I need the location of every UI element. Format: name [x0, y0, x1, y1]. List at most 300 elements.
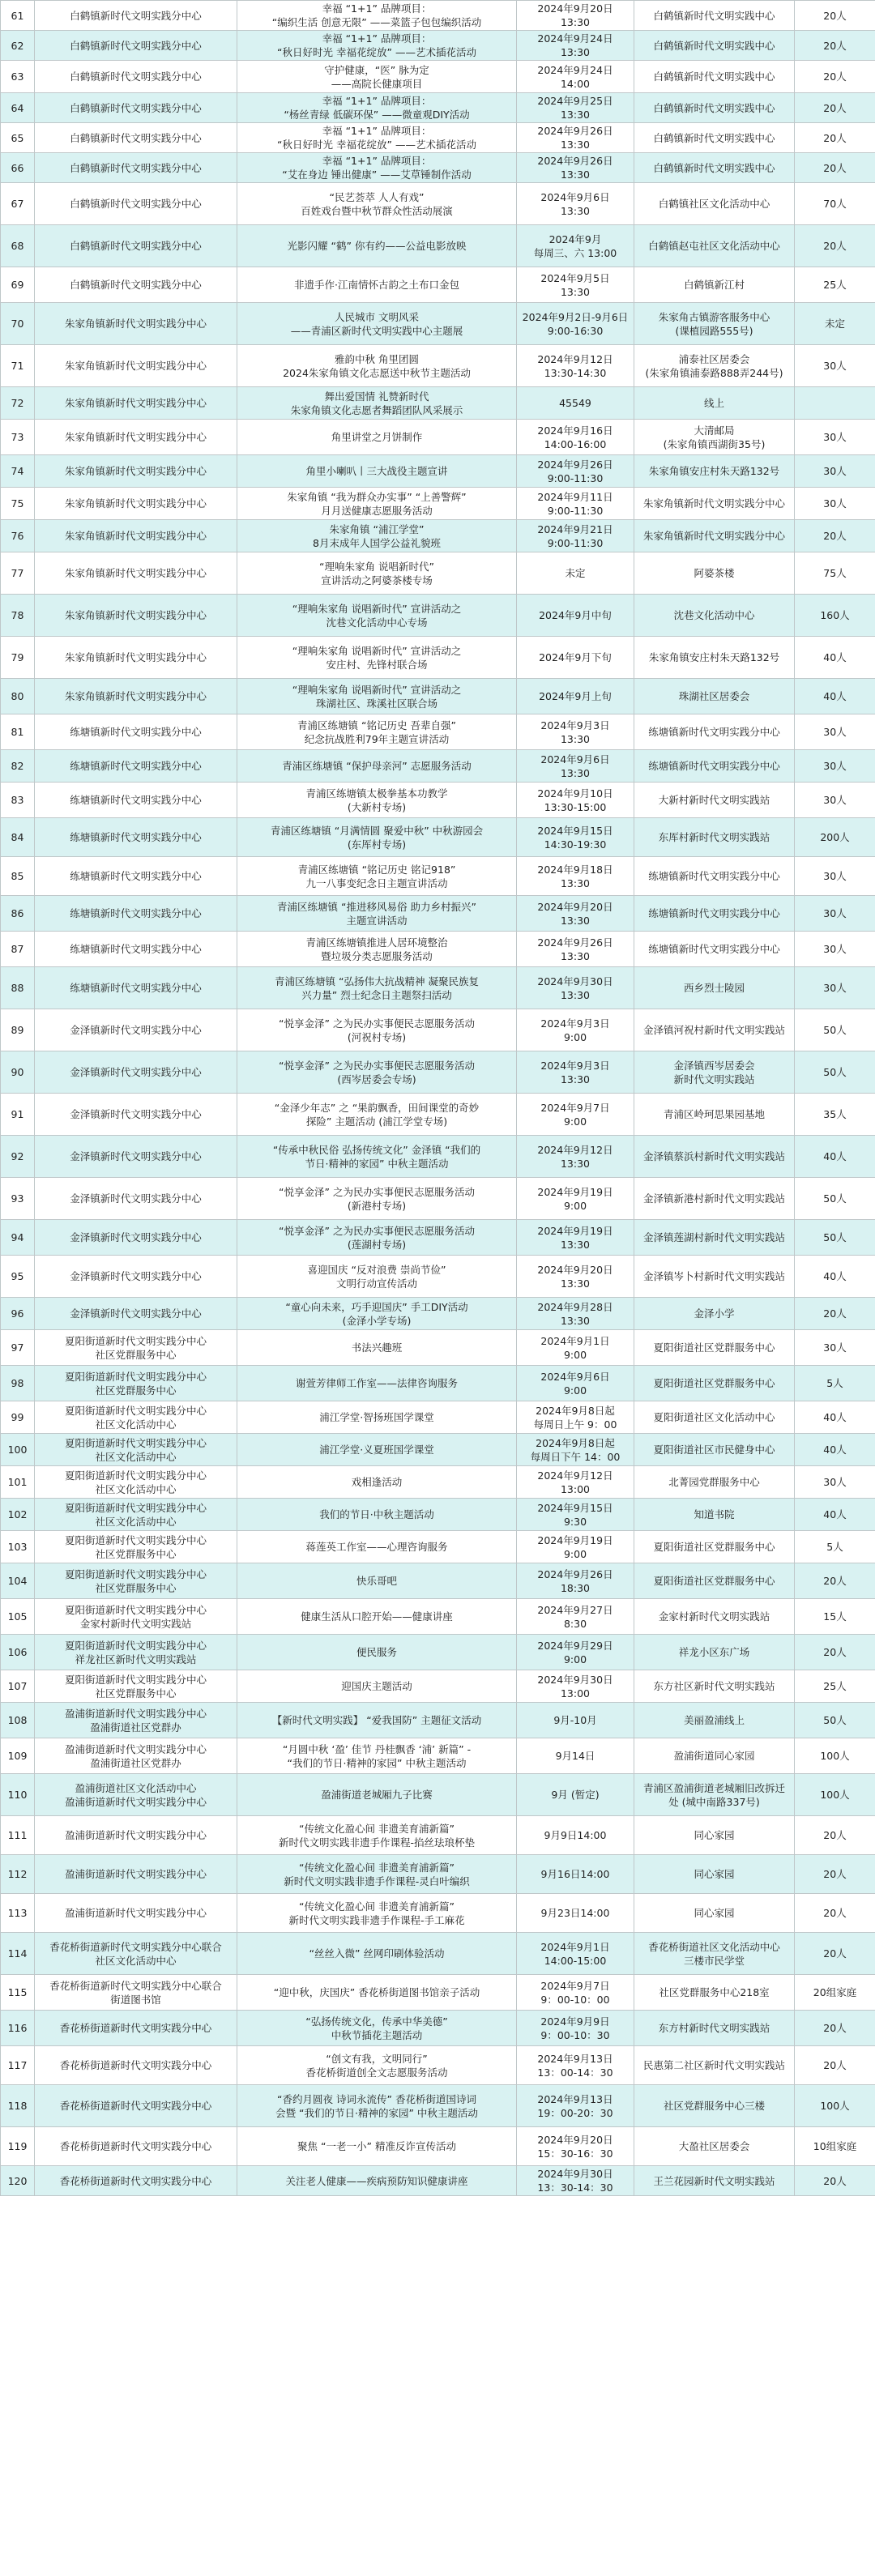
row-number: 73 — [1, 420, 35, 455]
table-row — [1, 1738, 875, 1774]
participant-count: 40人 — [795, 1136, 875, 1178]
row-number: 103 — [1, 1531, 35, 1563]
table-row — [1, 1051, 875, 1094]
participant-count: 30人 — [795, 714, 875, 750]
activity-name: “理响朱家角 说唱新时代” 宣讲活动之 安庄村、先锋村联合场 — [237, 637, 517, 679]
table-row — [1, 2011, 875, 2046]
participant-count: 30人 — [795, 857, 875, 896]
activity-place: 东方村新时代文明实践站 — [634, 2011, 795, 2046]
participant-count: 40人 — [795, 1434, 875, 1466]
activity-name: 朱家角镇 “浦江学堂” 8月末成年人国学公益礼貌班 — [237, 520, 517, 552]
row-number: 76 — [1, 520, 35, 552]
activity-name: 健康生活从口腔开始——健康讲座 — [237, 1599, 517, 1635]
participant-count: 75人 — [795, 552, 875, 595]
activity-name: 青浦区练塘镇 “铭记历史 吾辈自强” 纪念抗战胜利79年主题宣讲活动 — [237, 714, 517, 750]
activity-place: 白鹤镇赵屯社区文化活动中心 — [634, 225, 795, 267]
organizer: 朱家角镇新时代文明实践分中心 — [35, 303, 237, 345]
activity-name: 盈浦街道老城厢九子比赛 — [237, 1774, 517, 1816]
participant-count: 50人 — [795, 1220, 875, 1256]
activity-time: 2024年9月中旬 — [517, 595, 634, 637]
activity-name: 蒋莲英工作室——心理咨询服务 — [237, 1531, 517, 1563]
table-row — [1, 420, 875, 455]
table-row — [1, 932, 875, 967]
activity-place: 金泽镇莲湖村新时代文明实践站 — [634, 1220, 795, 1256]
participant-count: 40人 — [795, 637, 875, 679]
activity-name: 书法兴趣班 — [237, 1330, 517, 1366]
organizer: 练塘镇新时代文明实践分中心 — [35, 714, 237, 750]
activity-time: 2024年9月20日 13:30 — [517, 896, 634, 932]
table-row — [1, 1563, 875, 1599]
row-number: 117 — [1, 2046, 35, 2085]
table-row — [1, 345, 875, 387]
row-number: 113 — [1, 1894, 35, 1933]
table-row — [1, 2046, 875, 2085]
organizer: 朱家角镇新时代文明实践分中心 — [35, 595, 237, 637]
participant-count: 40人 — [795, 1401, 875, 1434]
table-row — [1, 1178, 875, 1220]
participant-count: 30人 — [795, 1330, 875, 1366]
table-row — [1, 1009, 875, 1051]
table-row — [1, 552, 875, 595]
activity-name: 青浦区练塘镇 “铭记历史 铭记918” 九一八事变纪念日主题宣讲活动 — [237, 857, 517, 896]
activity-place: 同心家园 — [634, 1894, 795, 1933]
activity-place: 阿婆茶楼 — [634, 552, 795, 595]
activity-time: 2024年9月16日 14:00-16:00 — [517, 420, 634, 455]
activity-time: 2024年9月18日 13:30 — [517, 857, 634, 896]
organizer: 白鹤镇新时代文明实践分中心 — [35, 31, 237, 61]
activity-place: 白鹤镇新时代文明实践中心 — [634, 123, 795, 153]
activity-place: 社区党群服务中心218室 — [634, 1975, 795, 2011]
activity-place: 练塘镇新时代文明实践分中心 — [634, 714, 795, 750]
table-row — [1, 1256, 875, 1298]
activity-name: 幸福 “1+1” 品牌项目： “秋日好时光 幸福花绽放” ——艺术插花活动 — [237, 123, 517, 153]
row-number: 75 — [1, 488, 35, 520]
table-row — [1, 783, 875, 818]
participant-count: 200人 — [795, 818, 875, 857]
activity-place: 金泽镇河祝村新时代文明实践站 — [634, 1009, 795, 1051]
table-row — [1, 303, 875, 345]
participant-count: 30人 — [795, 1466, 875, 1499]
activity-time: 2024年9月24日 13:30 — [517, 31, 634, 61]
table-row — [1, 267, 875, 303]
activity-name: 光影闪耀 “鹤” 你有约——公益电影放映 — [237, 225, 517, 267]
activity-place: 白鹤镇新时代文明实践中心 — [634, 153, 795, 183]
table-row — [1, 1933, 875, 1975]
participant-count: 30人 — [795, 932, 875, 967]
activity-time: 2024年9月26日 9:00-11:30 — [517, 455, 634, 488]
activity-place: 朱家角古镇游客服务中心 (课植园路555号) — [634, 303, 795, 345]
participant-count: 20人 — [795, 31, 875, 61]
activity-time: 2024年9月26日 13:30 — [517, 123, 634, 153]
participant-count: 20人 — [795, 1563, 875, 1599]
organizer: 金泽镇新时代文明实践分中心 — [35, 1178, 237, 1220]
table-row — [1, 2166, 875, 2196]
row-number: 94 — [1, 1220, 35, 1256]
activity-time: 2024年9月7日 9：00-10：00 — [517, 1975, 634, 2011]
row-number: 85 — [1, 857, 35, 896]
activity-time: 2024年9月12日 13:30-14:30 — [517, 345, 634, 387]
activity-table-body — [1, 1, 875, 2196]
activity-time: 2024年9月21日 9:00-11:30 — [517, 520, 634, 552]
activity-place: 同心家园 — [634, 1816, 795, 1855]
organizer: 练塘镇新时代文明实践分中心 — [35, 857, 237, 896]
activity-place: 练塘镇新时代文明实践分中心 — [634, 932, 795, 967]
activity-name: 青浦区练塘镇太极拳基本功教学 (大新村专场) — [237, 783, 517, 818]
activity-time: 未定 — [517, 552, 634, 595]
activity-name: “悦享金泽” 之为民办实事便民志愿服务活动 (西岑居委会专场) — [237, 1051, 517, 1094]
activity-name: 青浦区练塘镇推进人居环境整治 暨垃圾分类志愿服务活动 — [237, 932, 517, 967]
row-number: 72 — [1, 387, 35, 420]
activity-place: 金家村新时代文明实践站 — [634, 1599, 795, 1635]
activity-time: 2024年9月12日 13:00 — [517, 1466, 634, 1499]
organizer: 练塘镇新时代文明实践分中心 — [35, 783, 237, 818]
activity-name: “童心向未来，巧手迎国庆” 手工DIY活动 (金泽小学专场) — [237, 1298, 517, 1330]
table-row — [1, 123, 875, 153]
activity-name: “悦享金泽” 之为民办实事便民志愿服务活动 (莲湖村专场) — [237, 1220, 517, 1256]
activity-place: 夏阳街道社区党群服务中心 — [634, 1366, 795, 1401]
activity-place: 青浦区岭珂思果园基地 — [634, 1094, 795, 1136]
row-number: 92 — [1, 1136, 35, 1178]
participant-count: 10组家庭 — [795, 2127, 875, 2166]
organizer: 金泽镇新时代文明实践分中心 — [35, 1220, 237, 1256]
activity-name: 幸福 “1+1” 品牌项目： “秋日好时光 幸福花绽放” ——艺术插花活动 — [237, 31, 517, 61]
row-number: 98 — [1, 1366, 35, 1401]
table-row — [1, 1366, 875, 1401]
row-number: 96 — [1, 1298, 35, 1330]
activity-name: 人民城市 文明风采 ——青浦区新时代文明实践中心主题展 — [237, 303, 517, 345]
row-number: 118 — [1, 2085, 35, 2127]
activity-name: 幸福 “1+1” 品牌项目： “编织生活 创意无限” ——菜篮子包包编织活动 — [237, 1, 517, 31]
table-row — [1, 857, 875, 896]
activity-time: 2024年9月7日 9:00 — [517, 1094, 634, 1136]
activity-place: 香花桥街道社区文化活动中心 三楼市民学堂 — [634, 1933, 795, 1975]
table-row — [1, 1599, 875, 1635]
activity-place: 练塘镇新时代文明实践分中心 — [634, 896, 795, 932]
organizer: 朱家角镇新时代文明实践分中心 — [35, 679, 237, 714]
table-row — [1, 818, 875, 857]
table-row — [1, 679, 875, 714]
activity-name: “悦享金泽” 之为民办实事便民志愿服务活动 (新港村专场) — [237, 1178, 517, 1220]
activity-time: 2024年9月29日 9:00 — [517, 1635, 634, 1670]
organizer: 朱家角镇新时代文明实践分中心 — [35, 552, 237, 595]
row-number: 93 — [1, 1178, 35, 1220]
activity-place: 盈浦街道同心家园 — [634, 1738, 795, 1774]
activity-name: “民艺荟萃 人人有戏” 百姓戏台暨中秋节群众性活动展演 — [237, 183, 517, 225]
row-number: 71 — [1, 345, 35, 387]
row-number: 111 — [1, 1816, 35, 1855]
participant-count: 25人 — [795, 1670, 875, 1703]
activity-place: 白鹤镇新时代文明实践中心 — [634, 93, 795, 123]
table-row — [1, 225, 875, 267]
activity-name: “悦享金泽” 之为民办实事便民志愿服务活动 (河祝村专场) — [237, 1009, 517, 1051]
activity-time: 2024年9月19日 13:30 — [517, 1220, 634, 1256]
activity-place: 白鹤镇新时代文明实践中心 — [634, 31, 795, 61]
activity-name: 浦江学堂·义夏班国学课堂 — [237, 1434, 517, 1466]
row-number: 86 — [1, 896, 35, 932]
activity-time: 9月16日14:00 — [517, 1855, 634, 1894]
activity-place: 夏阳街道社区党群服务中心 — [634, 1531, 795, 1563]
organizer: 金泽镇新时代文明实践分中心 — [35, 1094, 237, 1136]
row-number: 109 — [1, 1738, 35, 1774]
activity-place: 东方社区新时代文明实践站 — [634, 1670, 795, 1703]
participant-count: 40人 — [795, 1256, 875, 1298]
activity-name: “传统文化盈心间 非遗美育浦新篇” 新时代文明实践非遗手作课程-手工麻花 — [237, 1894, 517, 1933]
table-row — [1, 967, 875, 1009]
participant-count: 30人 — [795, 896, 875, 932]
activity-place: 夏阳街道社区党群服务中心 — [634, 1563, 795, 1599]
organizer: 夏阳街道新时代文明实践分中心 社区党群服务中心 — [35, 1366, 237, 1401]
activity-name: 【新时代文明实践】 “爱我国防” 主题征文活动 — [237, 1703, 517, 1738]
participant-count: 20人 — [795, 2046, 875, 2085]
organizer: 金泽镇新时代文明实践分中心 — [35, 1256, 237, 1298]
participant-count: 25人 — [795, 267, 875, 303]
row-number: 62 — [1, 31, 35, 61]
table-row — [1, 455, 875, 488]
organizer: 盈浦街道新时代文明实践分中心 盈浦街道社区党群办 — [35, 1738, 237, 1774]
activity-name: 雅韵中秋 角里团圆 2024朱家角镇文化志愿送中秋节主题活动 — [237, 345, 517, 387]
organizer: 夏阳街道新时代文明实践分中心 祥龙社区新时代文明实践站 — [35, 1635, 237, 1670]
participant-count: 20人 — [795, 520, 875, 552]
row-number: 104 — [1, 1563, 35, 1599]
row-number: 70 — [1, 303, 35, 345]
organizer: 白鹤镇新时代文明实践分中心 — [35, 123, 237, 153]
activity-time: 2024年9月上旬 — [517, 679, 634, 714]
activity-name: 我们的节日·中秋主题活动 — [237, 1499, 517, 1531]
participant-count: 20人 — [795, 123, 875, 153]
activity-place: 线上 — [634, 387, 795, 420]
participant-count: 30人 — [795, 488, 875, 520]
table-row — [1, 1894, 875, 1933]
table-row — [1, 1, 875, 31]
activity-name: 喜迎国庆 “反对浪费 崇尚节俭” 文明行动宣传活动 — [237, 1256, 517, 1298]
organizer: 练塘镇新时代文明实践分中心 — [35, 967, 237, 1009]
row-number: 88 — [1, 967, 35, 1009]
table-row — [1, 1094, 875, 1136]
activity-time: 2024年9月6日 9:00 — [517, 1366, 634, 1401]
activity-name: 青浦区练塘镇 “保护母亲河” 志愿服务活动 — [237, 750, 517, 783]
activity-place: 北菁园党群服务中心 — [634, 1466, 795, 1499]
activity-place: 白鹤镇新时代文明实践中心 — [634, 61, 795, 93]
activity-time: 2024年9月27日 8:30 — [517, 1599, 634, 1635]
activity-name: “创文有我，文明同行” 香花桥街道创全文志愿服务活动 — [237, 2046, 517, 2085]
activity-time: 2024年9月19日 9:00 — [517, 1178, 634, 1220]
row-number: 74 — [1, 455, 35, 488]
organizer: 夏阳街道新时代文明实践分中心 社区党群服务中心 — [35, 1670, 237, 1703]
organizer: 朱家角镇新时代文明实践分中心 — [35, 420, 237, 455]
activity-time: 9月14日 — [517, 1738, 634, 1774]
table-row — [1, 1635, 875, 1670]
organizer: 白鹤镇新时代文明实践分中心 — [35, 1, 237, 31]
activity-name: 青浦区练塘镇 “月满情圆 聚爱中秋” 中秋游园会 (东厍村专场) — [237, 818, 517, 857]
table-row — [1, 93, 875, 123]
activity-time: 2024年9月28日 13:30 — [517, 1298, 634, 1330]
activity-place: 大盈社区居委会 — [634, 2127, 795, 2166]
participant-count: 30人 — [795, 783, 875, 818]
activity-time: 2024年9月3日 13:30 — [517, 714, 634, 750]
activity-name: 关注老人健康——疾病预防知识健康讲座 — [237, 2166, 517, 2196]
activity-time: 2024年9月30日 13:30 — [517, 967, 634, 1009]
table-row — [1, 1220, 875, 1256]
activity-place: 大新村新时代文明实践站 — [634, 783, 795, 818]
row-number: 114 — [1, 1933, 35, 1975]
table-row — [1, 1703, 875, 1738]
participant-count: 20人 — [795, 1298, 875, 1330]
row-number: 107 — [1, 1670, 35, 1703]
participant-count: 5人 — [795, 1531, 875, 1563]
row-number: 68 — [1, 225, 35, 267]
participant-count: 35人 — [795, 1094, 875, 1136]
participant-count: 50人 — [795, 1009, 875, 1051]
participant-count: 160人 — [795, 595, 875, 637]
row-number: 101 — [1, 1466, 35, 1499]
table-row — [1, 595, 875, 637]
organizer: 香花桥街道新时代文明实践分中心 — [35, 2085, 237, 2127]
participant-count: 30人 — [795, 967, 875, 1009]
row-number: 99 — [1, 1401, 35, 1434]
activity-time: 2024年9月12日 13:30 — [517, 1136, 634, 1178]
organizer: 夏阳街道新时代文明实践分中心 社区党群服务中心 — [35, 1563, 237, 1599]
activity-place: 珠湖社区居委会 — [634, 679, 795, 714]
activity-place: 夏阳街道社区文化活动中心 — [634, 1401, 795, 1434]
organizer: 白鹤镇新时代文明实践分中心 — [35, 93, 237, 123]
activity-time: 2024年9月19日 9:00 — [517, 1531, 634, 1563]
row-number: 81 — [1, 714, 35, 750]
table-row — [1, 1975, 875, 2011]
participant-count: 30人 — [795, 420, 875, 455]
activity-place: 社区党群服务中心三楼 — [634, 2085, 795, 2127]
row-number: 69 — [1, 267, 35, 303]
table-row — [1, 31, 875, 61]
table-row — [1, 1330, 875, 1366]
activity-place: 金泽镇岑卜村新时代文明实践站 — [634, 1256, 795, 1298]
table-row — [1, 61, 875, 93]
activity-name: 角里讲堂之月饼制作 — [237, 420, 517, 455]
organizer: 夏阳街道新时代文明实践分中心 社区文化活动中心 — [35, 1499, 237, 1531]
organizer: 白鹤镇新时代文明实践分中心 — [35, 61, 237, 93]
activity-place: 大清邮局 (朱家角镇西湖街35号) — [634, 420, 795, 455]
activity-time: 2024年9月30日 13：30-14：30 — [517, 2166, 634, 2196]
table-row — [1, 1434, 875, 1466]
participant-count: 100人 — [795, 1774, 875, 1816]
activity-time: 2024年9月8日起 每周日下午 14：00 — [517, 1434, 634, 1466]
participant-count: 40人 — [795, 1499, 875, 1531]
table-row — [1, 387, 875, 420]
organizer: 练塘镇新时代文明实践分中心 — [35, 818, 237, 857]
activity-name: “理响朱家角 说唱新时代” 宣讲活动之阿婆茶楼专场 — [237, 552, 517, 595]
organizer: 朱家角镇新时代文明实践分中心 — [35, 455, 237, 488]
table-row — [1, 1499, 875, 1531]
row-number: 61 — [1, 1, 35, 31]
table-row — [1, 750, 875, 783]
table-row — [1, 714, 875, 750]
activity-place: 白鹤镇新时代文明实践中心 — [634, 1, 795, 31]
row-number: 95 — [1, 1256, 35, 1298]
organizer: 金泽镇新时代文明实践分中心 — [35, 1298, 237, 1330]
activity-time: 2024年9月20日 13:30 — [517, 1, 634, 31]
activity-name: “传统文化盈心间 非遗美育浦新篇” 新时代文明实践非遗手作课程-灵白叶编织 — [237, 1855, 517, 1894]
organizer: 金泽镇新时代文明实践分中心 — [35, 1009, 237, 1051]
activity-time: 2024年9月20日 13:30 — [517, 1256, 634, 1298]
row-number: 82 — [1, 750, 35, 783]
participant-count: 50人 — [795, 1703, 875, 1738]
organizer: 夏阳街道新时代文明实践分中心 金家村新时代文明实践站 — [35, 1599, 237, 1635]
table-row — [1, 1816, 875, 1855]
organizer: 朱家角镇新时代文明实践分中心 — [35, 637, 237, 679]
row-number: 116 — [1, 2011, 35, 2046]
organizer: 夏阳街道新时代文明实践分中心 社区党群服务中心 — [35, 1330, 237, 1366]
activity-place: 沈巷文化活动中心 — [634, 595, 795, 637]
participant-count: 20人 — [795, 153, 875, 183]
row-number: 105 — [1, 1599, 35, 1635]
activity-name: “迎中秋，庆国庆” 香花桥街道图书馆亲子活动 — [237, 1975, 517, 2011]
activity-place: 知道书院 — [634, 1499, 795, 1531]
row-number: 106 — [1, 1635, 35, 1670]
activity-place: 东厍村新时代文明实践站 — [634, 818, 795, 857]
activity-name: 幸福 “1+1” 品牌项目： “艾在身边 锤出健康” ——艾草锤制作活动 — [237, 153, 517, 183]
activity-place: 白鹤镇社区文化活动中心 — [634, 183, 795, 225]
activity-time: 2024年9月26日 13:30 — [517, 932, 634, 967]
participant-count: 30人 — [795, 345, 875, 387]
organizer: 白鹤镇新时代文明实践分中心 — [35, 267, 237, 303]
organizer: 练塘镇新时代文明实践分中心 — [35, 896, 237, 932]
activity-time: 2024年9月20日 15：30-16：30 — [517, 2127, 634, 2166]
participant-count: 100人 — [795, 1738, 875, 1774]
activity-time: 2024年9月13日 13：00-14：30 — [517, 2046, 634, 2085]
activity-place: 民惠第二社区新时代文明实践站 — [634, 2046, 795, 2085]
activity-name: 浦江学堂·智扬班国学课堂 — [237, 1401, 517, 1434]
organizer: 盈浦街道新时代文明实践分中心 盈浦街道社区党群办 — [35, 1703, 237, 1738]
row-number: 65 — [1, 123, 35, 153]
participant-count: 50人 — [795, 1178, 875, 1220]
activity-place: 金泽镇新港村新时代文明实践站 — [634, 1178, 795, 1220]
activity-time: 2024年9月11日 9:00-11:30 — [517, 488, 634, 520]
participant-count: 20人 — [795, 225, 875, 267]
row-number: 119 — [1, 2127, 35, 2166]
activity-time: 9月23日14:00 — [517, 1894, 634, 1933]
row-number: 83 — [1, 783, 35, 818]
activity-place: 西乡烈士陵园 — [634, 967, 795, 1009]
activity-place: 美丽盈浦线上 — [634, 1703, 795, 1738]
activity-name: “弘扬传统文化，传承中华美德” 中秋节插花主题活动 — [237, 2011, 517, 2046]
row-number: 84 — [1, 818, 35, 857]
activity-name: “月圆中秋 ‘盈’ 佳节 丹桂飘香 ‘浦’ 新篇” - “我们的节日·精神的家园” 中秋主题活动 — [237, 1738, 517, 1774]
row-number: 89 — [1, 1009, 35, 1051]
participant-count — [795, 387, 875, 420]
activity-time: 2024年9月下旬 — [517, 637, 634, 679]
activity-time: 2024年9月1日 9:00 — [517, 1330, 634, 1366]
activity-time: 2024年9月1日 14:00-15:00 — [517, 1933, 634, 1975]
activity-time: 9月-10月 — [517, 1703, 634, 1738]
table-row — [1, 637, 875, 679]
row-number: 78 — [1, 595, 35, 637]
table-row — [1, 1466, 875, 1499]
row-number: 102 — [1, 1499, 35, 1531]
activity-place: 朱家角镇安庄村朱天路132号 — [634, 637, 795, 679]
activity-place: 夏阳街道社区市民健身中心 — [634, 1434, 795, 1466]
participant-count: 20人 — [795, 1855, 875, 1894]
table-row — [1, 1531, 875, 1563]
organizer: 香花桥街道新时代文明实践分中心 — [35, 2011, 237, 2046]
organizer: 白鹤镇新时代文明实践分中心 — [35, 225, 237, 267]
activity-time: 9月9日14:00 — [517, 1816, 634, 1855]
participant-count: 40人 — [795, 679, 875, 714]
activity-name: 非遗手作·江南情怀古韵之土布口金包 — [237, 267, 517, 303]
table-row — [1, 520, 875, 552]
activity-place: 朱家角镇新时代文明实践分中心 — [634, 488, 795, 520]
table-row — [1, 896, 875, 932]
activity-time: 2024年9月 每周三、六 13:00 — [517, 225, 634, 267]
table-row — [1, 1670, 875, 1703]
